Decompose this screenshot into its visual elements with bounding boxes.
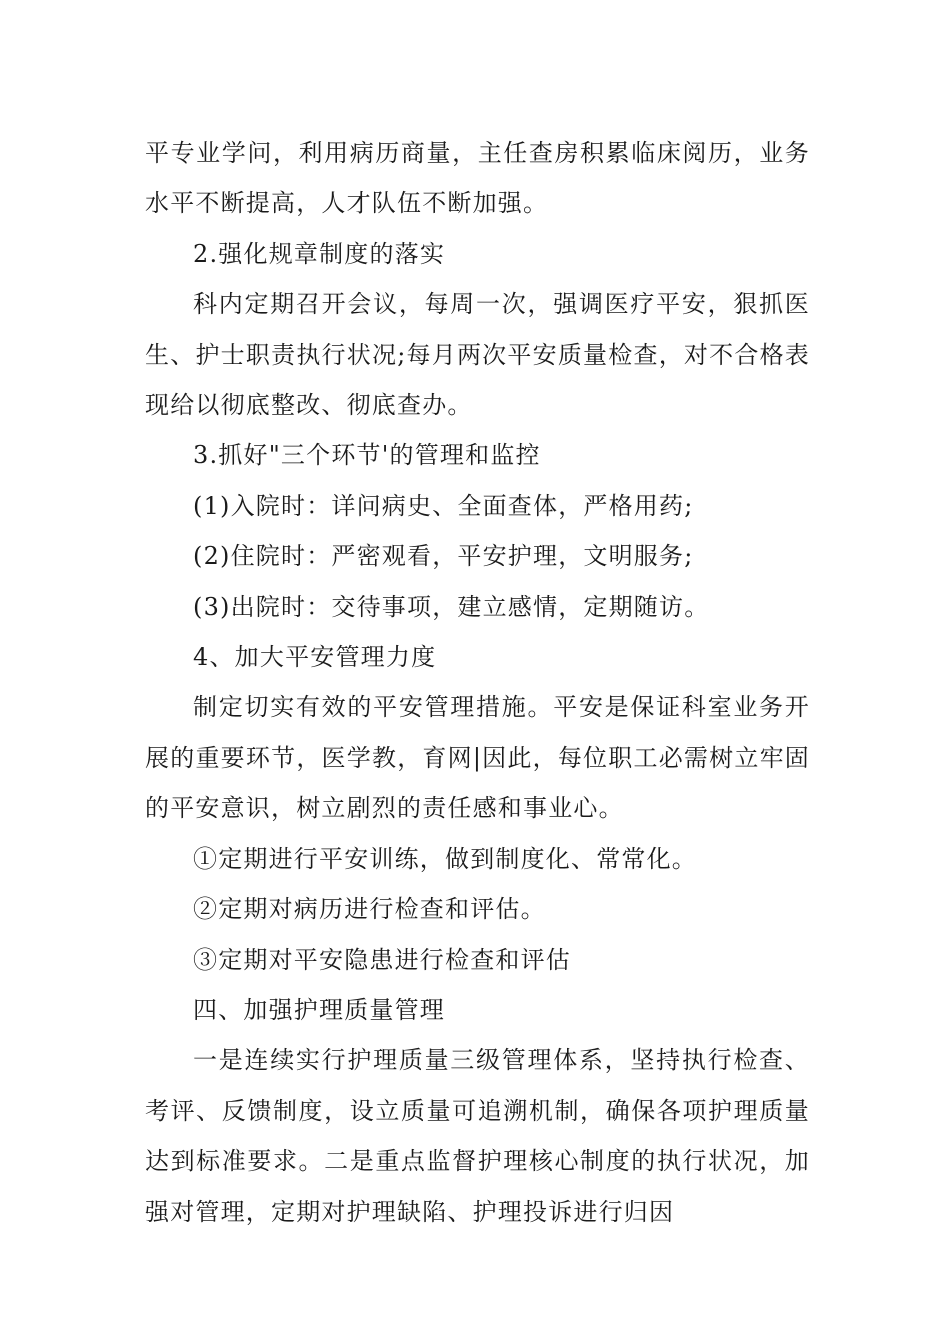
list-item-admission: (1)入院时：详问病史、全面查体，严格用药;: [193, 491, 694, 520]
paragraph-safety-measures: 制定切实有效的平安管理措施。平安是保证科室业务开展的重要环节，医学教，育网|因此，每位职工必需树立牢固的平安意识，树立剧烈的责任感和事业心。: [145, 693, 810, 823]
list-item-hazard-check: ③定期对平安隐患进行检查和评估: [193, 945, 571, 974]
paragraph-continuation: 平专业学问，利用病历商量，主任查房积累临床阅历，业务水平不断提高，人才队伍不断加强。: [145, 139, 810, 218]
list-item-hospitalization: (2)住院时：严密观看，平安护理，文明服务;: [193, 542, 694, 571]
list-item-records-check: ②定期对病历进行检查和评估。: [193, 895, 546, 924]
section-heading-3: 3.抓好"三个环节'的管理和监控: [193, 441, 541, 470]
list-item-training: ①定期进行平安训练，做到制度化、常常化。: [193, 844, 697, 873]
document-body: [145, 128, 810, 1237]
list-item-discharge: (3)出院时：交待事项，建立感情，定期随访。: [193, 592, 710, 621]
section-heading-2: 2.强化规章制度的落实: [193, 239, 446, 268]
section-heading-4: 4、加大平安管理力度: [193, 643, 437, 672]
paragraph-regulations: 科内定期召开会议，每周一次，强调医疗平安，狠抓医生、护士职责执行状况;每月两次平安质量检查，对不合格表现给以彻底整改、彻底查办。: [145, 290, 810, 420]
section-heading-four: 四、加强护理质量管理: [193, 995, 445, 1024]
paragraph-nursing-quality: 一是连续实行护理质量三级管理体系，坚持执行检查、考评、反馈制度，设立质量可追溯机制，确保各项护理质量达到标准要求。二是重点监督护理核心制度的执行状况，加强对管理，定期对护理缺陷、护理投诉进行归因: [145, 1046, 810, 1226]
